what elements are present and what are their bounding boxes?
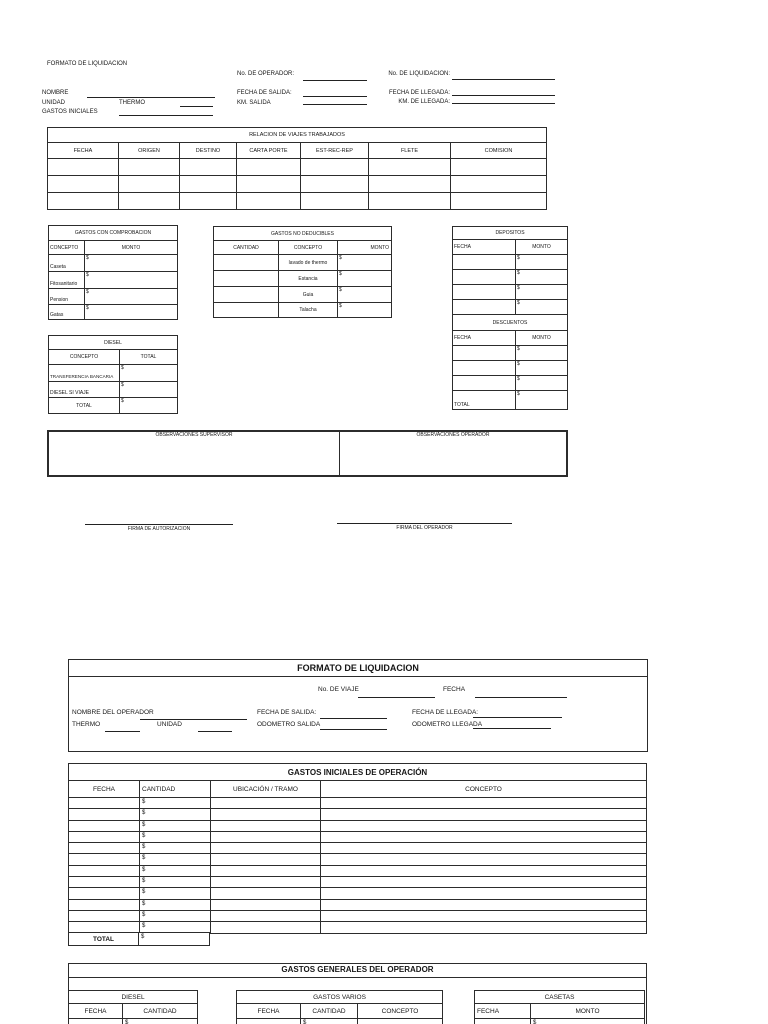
depositos-header-fecha: FECHA (453, 240, 516, 254)
comprobacion-header-concepto: CONCEPTO (49, 241, 85, 254)
depositos-descuentos-table (452, 226, 568, 410)
descuentos-row (453, 360, 567, 375)
no-deducibles-row (214, 286, 391, 302)
generales-varios-title: GASTOS VARIOS (313, 993, 366, 1001)
descuentos-header-monto: MONTO (532, 335, 551, 341)
line2-thermo (105, 731, 140, 732)
dollar-sign: $ (142, 810, 146, 817)
line2-no-viaje (358, 697, 435, 698)
no-deducibles-row (214, 270, 391, 286)
generales-title: GASTOS GENERALES DEL OPERADOR (69, 964, 646, 978)
label2-thermo: THERMO (72, 721, 101, 728)
line2-fecha (475, 697, 567, 698)
iniciales-row (69, 876, 646, 887)
label-unidad: UNIDAD (42, 100, 66, 106)
label-km-llegada: KM. DE LLEGADA: (398, 99, 450, 105)
generales-casetas-header-fecha: FECHA (475, 1004, 531, 1018)
generales-diesel-table (68, 990, 198, 1024)
label-gastos-iniciales: GASTOS INICIALES (42, 109, 98, 115)
dollar-sign: $ (339, 254, 342, 261)
comprobacion-row (49, 288, 177, 304)
generales-varios-header-fecha: FECHA (237, 1004, 301, 1018)
dollar-sign: $ (517, 299, 520, 306)
dollar-sign: $ (517, 269, 520, 276)
form2-title: FORMATO DE LIQUIDACION (69, 660, 647, 677)
diesel-total-label: TOTAL (49, 398, 120, 413)
iniciales-title: GASTOS INICIALES DE OPERACIÓN (287, 767, 428, 777)
dollar-sign: $ (121, 381, 124, 388)
concept-pension: Pension (50, 297, 69, 303)
dollar-sign: $ (141, 934, 145, 940)
generales-diesel-header-row (69, 1003, 197, 1018)
dollar-sign: $ (86, 271, 89, 278)
iniciales-row (69, 910, 646, 921)
label2-odometro-llegada: ODOMETRO LLEGADA (412, 721, 483, 728)
generales-varios-header-row (237, 1003, 442, 1018)
dollar-sign: $ (142, 878, 146, 885)
line-gastos-iniciales (119, 115, 213, 116)
label-thermo: THERMO (119, 100, 145, 106)
generales-casetas-header-monto: MONTO (575, 1007, 600, 1015)
dollar-sign: $ (339, 302, 342, 309)
dollar-sign: $ (517, 284, 520, 291)
iniciales-table (68, 763, 647, 934)
dollar-sign: $ (125, 1020, 129, 1024)
dollar-sign: $ (121, 397, 124, 404)
iniciales-row (69, 820, 646, 831)
dollar-sign: $ (533, 1020, 537, 1024)
iniciales-header-ubicacion: UBICACIÓN / TRAMO (211, 781, 321, 797)
concept-gatas: Gatas (50, 312, 64, 318)
dollar-sign: $ (121, 364, 124, 371)
label-nombre: NOMBRE (42, 90, 69, 96)
iniciales-row (69, 865, 646, 876)
viajes-header-row (48, 142, 546, 158)
iniciales-row (69, 797, 646, 808)
comprobacion-row (49, 254, 177, 271)
iniciales-header-cantidad: CANTIDAD (140, 781, 211, 797)
line-no-operador (303, 80, 367, 81)
depositos-row (453, 299, 567, 314)
comprobacion-title: GASTOS CON COMPROBACION (74, 230, 152, 236)
diesel-title: DIESEL (104, 339, 122, 346)
iniciales-header-concepto: CONCEPTO (465, 785, 502, 793)
no-deducibles-table (213, 226, 392, 318)
generales-diesel-header-cantidad: CANTIDAD (143, 1007, 177, 1015)
generales-casetas-row (475, 1018, 644, 1024)
line-km-llegada (452, 103, 555, 104)
concept-estancia: Estancia (279, 271, 338, 286)
generales-varios-header-cantidad: CANTIDAD (301, 1004, 358, 1018)
label2-fecha-salida: FECHA DE SALIDA: (257, 709, 317, 716)
generales-varios-row (237, 1018, 442, 1024)
dollar-sign: $ (142, 844, 146, 851)
label2-unidad: UNIDAD (157, 721, 182, 728)
depositos-title: DEPOSITOS (495, 230, 525, 236)
descuentos-title: DESCUENTOS (453, 314, 567, 330)
line-nombre (87, 97, 215, 98)
concept-talacha: Talacha (279, 303, 338, 317)
firma-autorizacion-label: FIRMA DE AUTORIZACION (127, 526, 191, 532)
dollar-sign: $ (339, 270, 342, 277)
dollar-sign: $ (86, 288, 89, 295)
no-deducibles-header-concepto: CONCEPTO (279, 241, 338, 254)
observaciones-supervisor-title: OBSERVACIONES SUPERVISOR (155, 432, 233, 438)
depositos-row (453, 254, 567, 269)
dollar-sign: $ (142, 900, 146, 907)
depositos-header-monto: MONTO (532, 244, 551, 250)
descuentos-total-label: TOTAL (454, 402, 470, 408)
label2-odometro-salida: ODOMETRO SALIDA (257, 721, 321, 728)
diesel-row (49, 381, 177, 397)
viajes-table (47, 127, 547, 210)
comprobacion-header-monto: MONTO (121, 244, 141, 251)
firma-autorizacion-line (85, 524, 233, 525)
dollar-sign: $ (339, 286, 342, 293)
iniciales-row (69, 831, 646, 842)
descuentos-header-row (453, 330, 567, 345)
no-deducibles-row (214, 254, 391, 270)
diesel-row (49, 364, 177, 381)
line2-nombre-operador (140, 719, 247, 720)
form2-header-box (68, 659, 648, 752)
label2-nombre-operador: NOMBRE DEL OPERADOR (72, 709, 154, 716)
dollar-sign: $ (86, 304, 89, 311)
no-deducibles-header-row (214, 240, 391, 254)
label-no-liquidacion: No. DE LIQUIDACION: (388, 71, 450, 77)
firma-operador-label: FIRMA DEL OPERADOR (396, 525, 453, 531)
diesel-table (48, 335, 178, 414)
concept-caseta: Caseta (50, 264, 66, 270)
observaciones-operador-title: OBSERVACIONES OPERADOR (416, 432, 490, 438)
dollar-sign: $ (517, 375, 520, 382)
line2-unidad (198, 731, 232, 732)
dollar-sign: $ (517, 390, 520, 397)
no-deducibles-header-monto: MONTO (370, 244, 389, 251)
line2-odometro-salida (320, 729, 387, 730)
generales-varios-header-concepto: CONCEPTO (381, 1007, 419, 1015)
iniciales-row (69, 887, 646, 898)
viajes-header-origen: ORIGEN (119, 143, 180, 158)
diesel-header-row (49, 349, 177, 364)
generales-casetas-header-row (475, 1003, 644, 1018)
dollar-sign: $ (517, 254, 520, 261)
dollar-sign: $ (517, 345, 520, 352)
iniciales-row (69, 853, 646, 864)
diesel-header-total: TOTAL (140, 354, 157, 360)
dollar-sign: $ (142, 923, 146, 930)
label2-fecha: FECHA (443, 686, 466, 693)
firma-operador-line (337, 523, 512, 524)
iniciales-total-row (68, 932, 210, 946)
concept-lavado-thermo: lavado de thermo (279, 255, 338, 270)
iniciales-row (69, 921, 646, 932)
dollar-sign: $ (517, 360, 520, 367)
dollar-sign: $ (142, 855, 146, 862)
depositos-row (453, 284, 567, 299)
diesel-header-concepto: CONCEPTO (49, 350, 120, 364)
line2-fecha-salida (320, 718, 387, 719)
line-thermo (180, 106, 213, 107)
viajes-header-destino: DESTINO (180, 143, 237, 158)
line-no-liquidacion (452, 79, 555, 80)
comprobacion-header-row (49, 240, 177, 254)
no-deducibles-header-cantidad: CANTIDAD (214, 241, 279, 254)
viajes-empty-row (48, 192, 546, 209)
viajes-header-carta-porte: CARTA PORTE (237, 143, 301, 158)
generales-diesel-title: DIESEL (121, 993, 145, 1001)
no-deducibles-title: GASTOS NO DEDUCIBLES (271, 230, 334, 237)
dollar-sign: $ (142, 832, 146, 839)
dollar-sign: $ (142, 821, 146, 828)
descuentos-total-row (453, 390, 567, 409)
form1-title: FORMATO DE LIQUIDACION (47, 61, 128, 67)
concept-transferencia-bancaria: TRANSFERENCIA BANCARIA (50, 374, 114, 380)
viajes-empty-row (48, 158, 546, 175)
descuentos-header-fecha: FECHA (453, 331, 516, 345)
diesel-total-row (49, 397, 177, 413)
viajes-empty-row (48, 175, 546, 192)
line2-fecha-llegada (473, 717, 562, 718)
label2-fecha-llegada: FECHA DE LLEGADA: (412, 709, 479, 716)
generales-diesel-header-fecha: FECHA (69, 1004, 123, 1018)
dollar-sign: $ (303, 1020, 307, 1024)
concept-guia: Guia (279, 287, 338, 302)
viajes-title: RELACION DE VIAJES TRABAJADOS (249, 132, 345, 138)
comprobacion-table (48, 225, 178, 320)
concept-diesel-si-viaje: DIESEL SI VIAJE (50, 390, 89, 396)
observaciones-box (47, 430, 568, 477)
dollar-sign: $ (142, 866, 146, 873)
dollar-sign: $ (142, 889, 146, 896)
comprobacion-row (49, 271, 177, 288)
depositos-row (453, 269, 567, 284)
label-fecha-salida: FECHA DE SALIDA: (237, 90, 292, 96)
dollar-sign: $ (142, 799, 146, 805)
generales-casetas-title: CASETAS (544, 993, 575, 1001)
iniciales-row (69, 808, 646, 819)
label2-no-viaje: No. DE VIAJE (318, 686, 359, 693)
viajes-header-comision: COMISION (484, 147, 513, 154)
generales-casetas-table (474, 990, 645, 1024)
label-fecha-llegada: FECHA DE LLEGADA: (388, 90, 450, 96)
no-deducibles-row (214, 302, 391, 317)
iniciales-header-row (69, 780, 646, 797)
descuentos-row (453, 375, 567, 390)
dollar-sign: $ (86, 254, 89, 261)
dollar-sign: $ (142, 911, 146, 918)
viajes-header-flete: FLETE (369, 143, 451, 158)
line2-odometro-llegada (473, 728, 551, 729)
viajes-header-fecha: FECHA (48, 143, 119, 158)
label-km-salida: KM. SALIDA (237, 100, 271, 106)
generales-diesel-row (69, 1018, 197, 1024)
concept-fitosanitario: Fitosanitario (50, 281, 78, 287)
viajes-header-est-rec-rep: EST-REC-REP (301, 143, 369, 158)
iniciales-header-fecha: FECHA (69, 781, 140, 797)
depositos-header-row (453, 239, 567, 254)
generales-varios-table (236, 990, 443, 1024)
iniciales-row (69, 842, 646, 853)
descuentos-row (453, 345, 567, 360)
comprobacion-row (49, 304, 177, 319)
iniciales-row (69, 899, 646, 910)
iniciales-total-label: TOTAL (69, 933, 139, 945)
label-no-operador: No. DE OPERADOR: (237, 71, 295, 77)
line-fecha-llegada (452, 95, 555, 96)
